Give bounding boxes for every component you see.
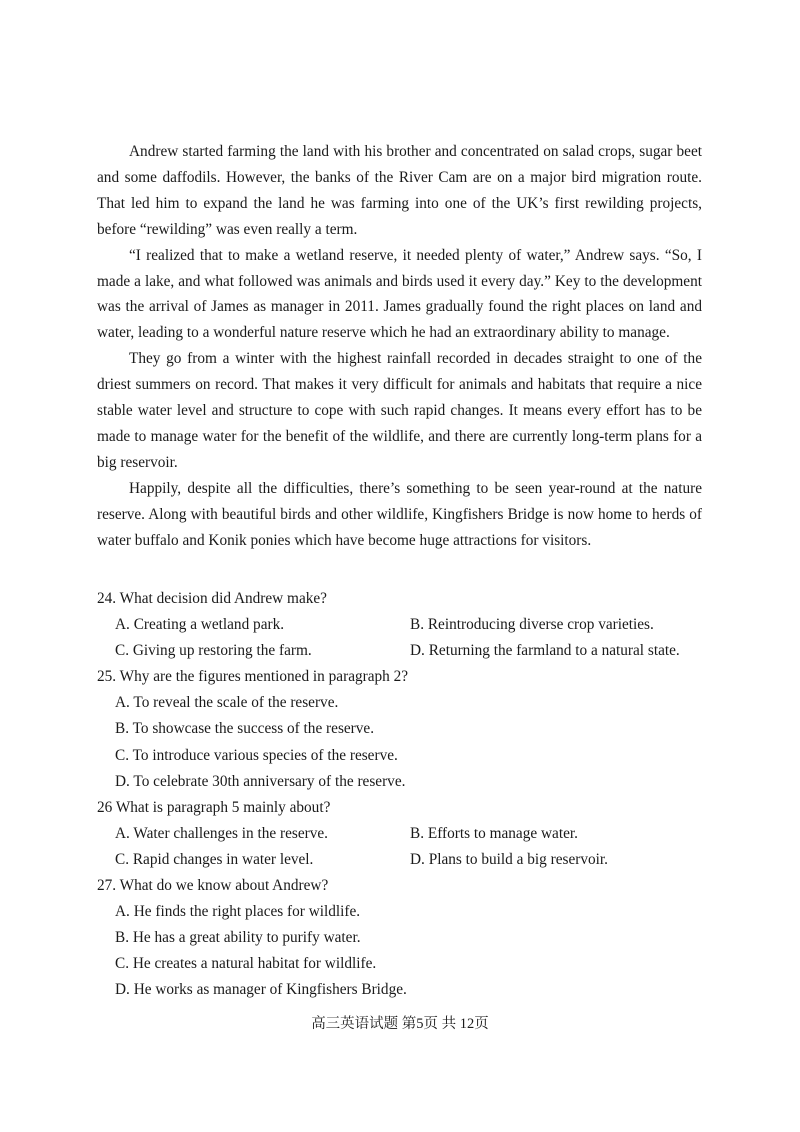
option-c: C. Rapid changes in water level. [115, 850, 314, 868]
option-a: A. He finds the right places for wildlife. [115, 903, 361, 921]
option-b: B. He has a great ability to purify water. [115, 929, 361, 947]
option-b: B. Efforts to manage water. [410, 824, 578, 842]
reading-passage [97, 139, 702, 554]
option-a: A. Water challenges in the reserve. [115, 824, 328, 842]
option-a: A. Creating a wetland park. [115, 616, 285, 634]
paragraph: Happily, despite all the difficulties, there’s something to be seen year-round at the nature reserve. Along with beautiful birds and other wildlife, Kingfishers Bridge is now home to herds of water buffalo and Konik ponies which have become huge attractions for visitors. [97, 479, 702, 549]
option-b: B. Reintroducing diverse crop varieties. [410, 616, 654, 634]
option-c: C. Giving up restoring the farm. [115, 642, 312, 660]
question-list [97, 586, 707, 1004]
question-stem: 24. What decision did Andrew make? [97, 590, 327, 607]
page-footer: 高三英语试题 第5页 共 12页 [311, 1016, 489, 1032]
paragraph: They go from a winter with the highest rainfall recorded in decades straight to one of the driest summers on record. That makes it very difficult for animals and habitats that require a nice stable water level and structure to cope with such rapid changes. It means every effort has to be made to manage water for the benefit of the wildlife, and there are currently long-term plans for a big reservoir. [97, 350, 702, 471]
paragraph: “I realized that to make a wetland reserve, it needed plenty of water,” Andrew says. “So, I made a lake, and what followed was animals and birds used it every day.” Key to the development was the arrival of James as manager in 2011. James gradually found the right places on land and water, leading to a wonderful nature reserve which he had an extraordinary ability to manage. [97, 246, 702, 342]
question-25 [97, 664, 707, 794]
option-d: D. To celebrate 30th anniversary of the reserve. [115, 772, 406, 790]
question-24 [97, 586, 707, 664]
question-stem: 25. Why are the figures mentioned in paragraph 2? [97, 668, 409, 686]
question-27 [97, 873, 707, 1003]
option-c: C. To introduce various species of the reserve. [115, 746, 398, 764]
question-26 [97, 795, 707, 873]
option-d: D. He works as manager of Kingfishers Bridge. [115, 981, 407, 999]
option-d: D. Plans to build a big reservoir. [410, 850, 608, 868]
option-d: D. Returning the farmland to a natural state. [410, 642, 680, 660]
question-stem: 26 What is paragraph 5 mainly about? [97, 798, 331, 816]
paragraph: Andrew started farming the land with his brother and concentrated on salad crops, sugar beet and some daffodils. However, the banks of the River Cam are on a major bird migration route. That led him to expand the land he was farming into one of the UK’s first rewilding projects, before “rewilding” was even really a term. [97, 143, 702, 238]
option-c: C. He creates a natural habitat for wildlife. [115, 955, 377, 973]
question-stem: 27. What do we know about Andrew? [97, 877, 329, 895]
option-a: A. To reveal the scale of the reserve. [115, 694, 339, 712]
option-b: B. To showcase the success of the reserve. [115, 720, 375, 738]
